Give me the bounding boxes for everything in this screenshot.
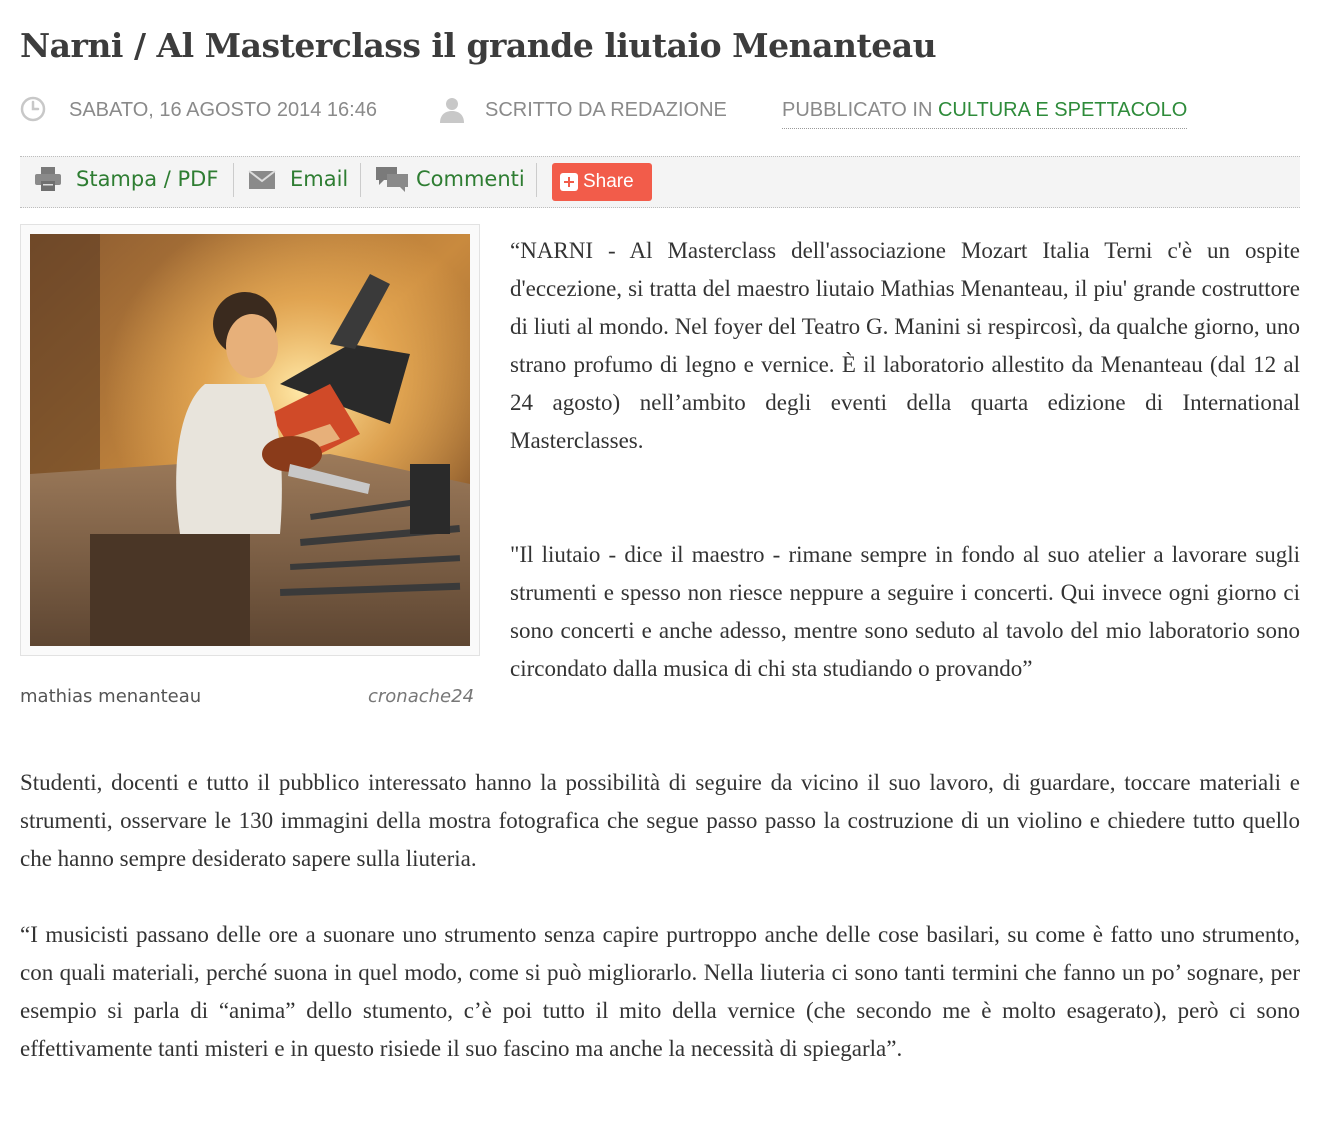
published-in — [782, 94, 1187, 129]
print-pdf-label: Stampa / PDF — [76, 167, 219, 191]
article-title: Narni / Al Masterclass il grande liutaio Menanteau — [20, 26, 937, 65]
share-label: Share — [583, 171, 634, 192]
article-figure — [20, 224, 480, 656]
comments-button[interactable] — [375, 157, 535, 203]
figure-caption: mathias menanteau — [20, 686, 202, 707]
share-button[interactable] — [552, 163, 652, 201]
article-paragraph: “I musicisti passano delle ore a suonare uno strumento senza capire purtroppo anche delle cose basilari, su come è fatto uno strumento, con quali materiali, perché suona in quel modo, come si può migliorarlo. Nella liuteria ci sono tanti termini che fanno un po’ sognare, per esempio si parla di “anima” dello stumento, c’è poi tutto il mito della vernice (che secondo me è molto esagerato), però ci sono effettivamente tanti misteri e in questo risiede il suo fascino ma anche la necessità di spiegarla”. — [20, 922, 1300, 1061]
figure-credit: cronache24 — [368, 686, 475, 707]
article-paragraph: "Il liutaio - dice il maestro - rimane sempre in fondo al suo atelier a lavorare sugli strumenti e spesso non riesce neppure a seguire i concerti. Qui invece ogni giorno ci sono concerti e anche adesso, mentre sono seduto al tavolo del mio laboratorio sono circondato dalla musica di chi sta studiando o provando” — [510, 542, 1300, 681]
comments-label: Commenti — [416, 167, 525, 191]
luthier-photo-illustration — [30, 234, 470, 646]
publish-date: SABATO, 16 AGOSTO 2014 16:46 — [69, 99, 377, 121]
toolbar-divider — [536, 163, 537, 197]
article-paragraph: “NARNI - Al Masterclass dell'associazione Mozart Italia Terni c'è un ospite d'eccezione, si tratta del maestro liutaio Mathias Menanteau, il piu' grande costruttore di liuti al mondo. Nel foyer del Teatro G. Manini si respircosì, da qualche giorno, uno strano profumo di legno e vernice. È il laboratorio allestito da Menanteau (dal 12 al 24 agosto) nell’ambito degli eventi della quarta edizione di International Masterclasses. — [510, 238, 1300, 453]
plus-icon — [560, 173, 578, 191]
published-prefix: PUBBLICATO IN — [782, 99, 938, 121]
printer-icon — [34, 166, 62, 192]
toolbar-divider — [360, 163, 361, 197]
email-label: Email — [290, 167, 349, 191]
article-meta — [20, 94, 1300, 128]
article-toolbar — [20, 156, 1300, 208]
article-paragraph: Studenti, docenti e tutto il pubblico interessato hanno la possibilità di seguire da vicino il suo lavoro, di guardare, toccare materiali e strumenti, osservare le 130 immagini della mostra fotografica che segue passo passo la costruzione di un violino e chiedere tutto quello che hanno sempre desiderato sapere sulla liuteria. — [20, 770, 1300, 871]
print-pdf-button[interactable] — [34, 157, 234, 203]
category-link[interactable]: CULTURA E SPETTACOLO — [937, 99, 1188, 121]
email-button[interactable] — [248, 157, 360, 203]
author: SCRITTO DA REDAZIONE — [485, 99, 727, 121]
toolbar-divider — [233, 163, 234, 197]
comments-icon — [375, 165, 409, 193]
envelope-icon — [248, 170, 276, 190]
clock-icon — [20, 96, 46, 122]
luthier-photo — [30, 234, 470, 646]
user-icon — [438, 96, 466, 124]
